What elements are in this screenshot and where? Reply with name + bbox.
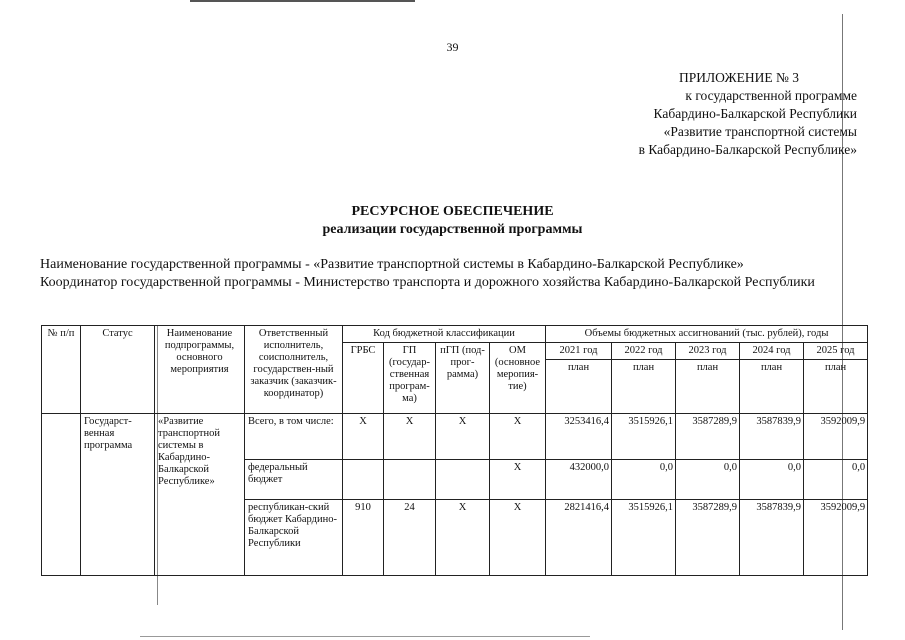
value-cell: 3592009,9 <box>804 414 868 460</box>
value-cell: 0,0 <box>804 460 868 500</box>
header-responsible: Ответственный исполнитель, соисполнитель, государствен-ный заказчик (заказчик-координатор) <box>245 326 343 414</box>
appendix-line: Кабардино-Балкарской Республики <box>653 106 857 121</box>
om-cell: Х <box>490 500 546 576</box>
header-volumes: Объемы бюджетных ассигнований (тыс. рублей), годы <box>546 326 868 343</box>
header-year: 2025 год <box>804 343 868 360</box>
header-num: № п/п <box>42 326 81 414</box>
title-line-1: РЕСУРСНОЕ ОБЕСПЕЧЕНИЕ <box>351 204 554 219</box>
appendix-line: «Развитие транспортной системы <box>663 124 857 139</box>
header-plan: план <box>612 360 676 414</box>
gp-cell <box>384 460 436 500</box>
table-header-row <box>42 326 868 343</box>
page-number: 39 <box>446 40 459 54</box>
status-cell: Государст-венная программа <box>81 414 155 576</box>
header-year: 2023 год <box>676 343 740 360</box>
source-cell: федеральный бюджет <box>245 460 343 500</box>
scan-top-line <box>190 0 415 2</box>
resource-table <box>41 325 868 576</box>
program-cell: «Развитие транспортной системы в Кабардино-Балкарской Республике» <box>155 414 245 576</box>
header-name: Наименование подпрограммы, основного мероприятия <box>155 326 245 414</box>
grbs-cell: Х <box>343 414 384 460</box>
value-cell: 3515926,1 <box>612 500 676 576</box>
header-pgp: пГП (под-прог-рамма) <box>436 343 490 414</box>
header-status: Статус <box>81 326 155 414</box>
header-year: 2021 год <box>546 343 612 360</box>
table-row <box>42 414 868 460</box>
gp-cell: 24 <box>384 500 436 576</box>
value-cell: 3515926,1 <box>612 414 676 460</box>
source-cell: республикан-ский бюджет Кабардино-Балкарской Республики <box>245 500 343 576</box>
value-cell: 3587289,9 <box>676 500 740 576</box>
scan-bottom-line <box>140 636 590 637</box>
value-cell: 3592009,9 <box>804 500 868 576</box>
title-line-2: реализации государственной программы <box>322 222 583 237</box>
pgp-cell: Х <box>436 414 490 460</box>
header-grbs: ГРБС <box>343 343 384 414</box>
source-cell: Всего, в том числе: <box>245 414 343 460</box>
pgp-cell: Х <box>436 500 490 576</box>
pgp-cell <box>436 460 490 500</box>
header-gp: ГП (государ-ственная програм-ма) <box>384 343 436 414</box>
value-cell: 432000,0 <box>546 460 612 500</box>
program-info <box>40 256 866 292</box>
header-year: 2022 год <box>612 343 676 360</box>
appendix-line: в Кабардино-Балкарской Республике» <box>638 142 857 157</box>
value-cell: 0,0 <box>676 460 740 500</box>
header-budget-code: Код бюджетной классификации <box>343 326 546 343</box>
header-plan: план <box>676 360 740 414</box>
value-cell: 3587839,9 <box>740 414 804 460</box>
appendix-header <box>639 69 857 159</box>
appendix-line: к государственной программе <box>685 88 857 103</box>
value-cell: 3253416,4 <box>546 414 612 460</box>
row-num-cell <box>42 414 81 576</box>
grbs-cell: 910 <box>343 500 384 576</box>
header-plan: план <box>740 360 804 414</box>
header-plan: план <box>804 360 868 414</box>
om-cell: Х <box>490 460 546 500</box>
program-name: Наименование государственной программы - «Развитие транспортной системы в Кабардино-Балкарской Республике» <box>40 257 744 272</box>
value-cell: 0,0 <box>612 460 676 500</box>
header-plan: план <box>546 360 612 414</box>
value-cell: 2821416,4 <box>546 500 612 576</box>
document-title <box>0 203 905 239</box>
header-year: 2024 год <box>740 343 804 360</box>
header-om: ОМ (основное меропия-тие) <box>490 343 546 414</box>
value-cell: 3587289,9 <box>676 414 740 460</box>
value-cell: 3587839,9 <box>740 500 804 576</box>
program-coordinator: Координатор государственной программы - Министерство транспорта и дорожного хозяйства Кабардино-Балкарской Республики <box>40 275 815 290</box>
om-cell: Х <box>490 414 546 460</box>
appendix-line: ПРИЛОЖЕНИЕ № 3 <box>678 70 799 85</box>
grbs-cell <box>343 460 384 500</box>
value-cell: 0,0 <box>740 460 804 500</box>
gp-cell: Х <box>384 414 436 460</box>
